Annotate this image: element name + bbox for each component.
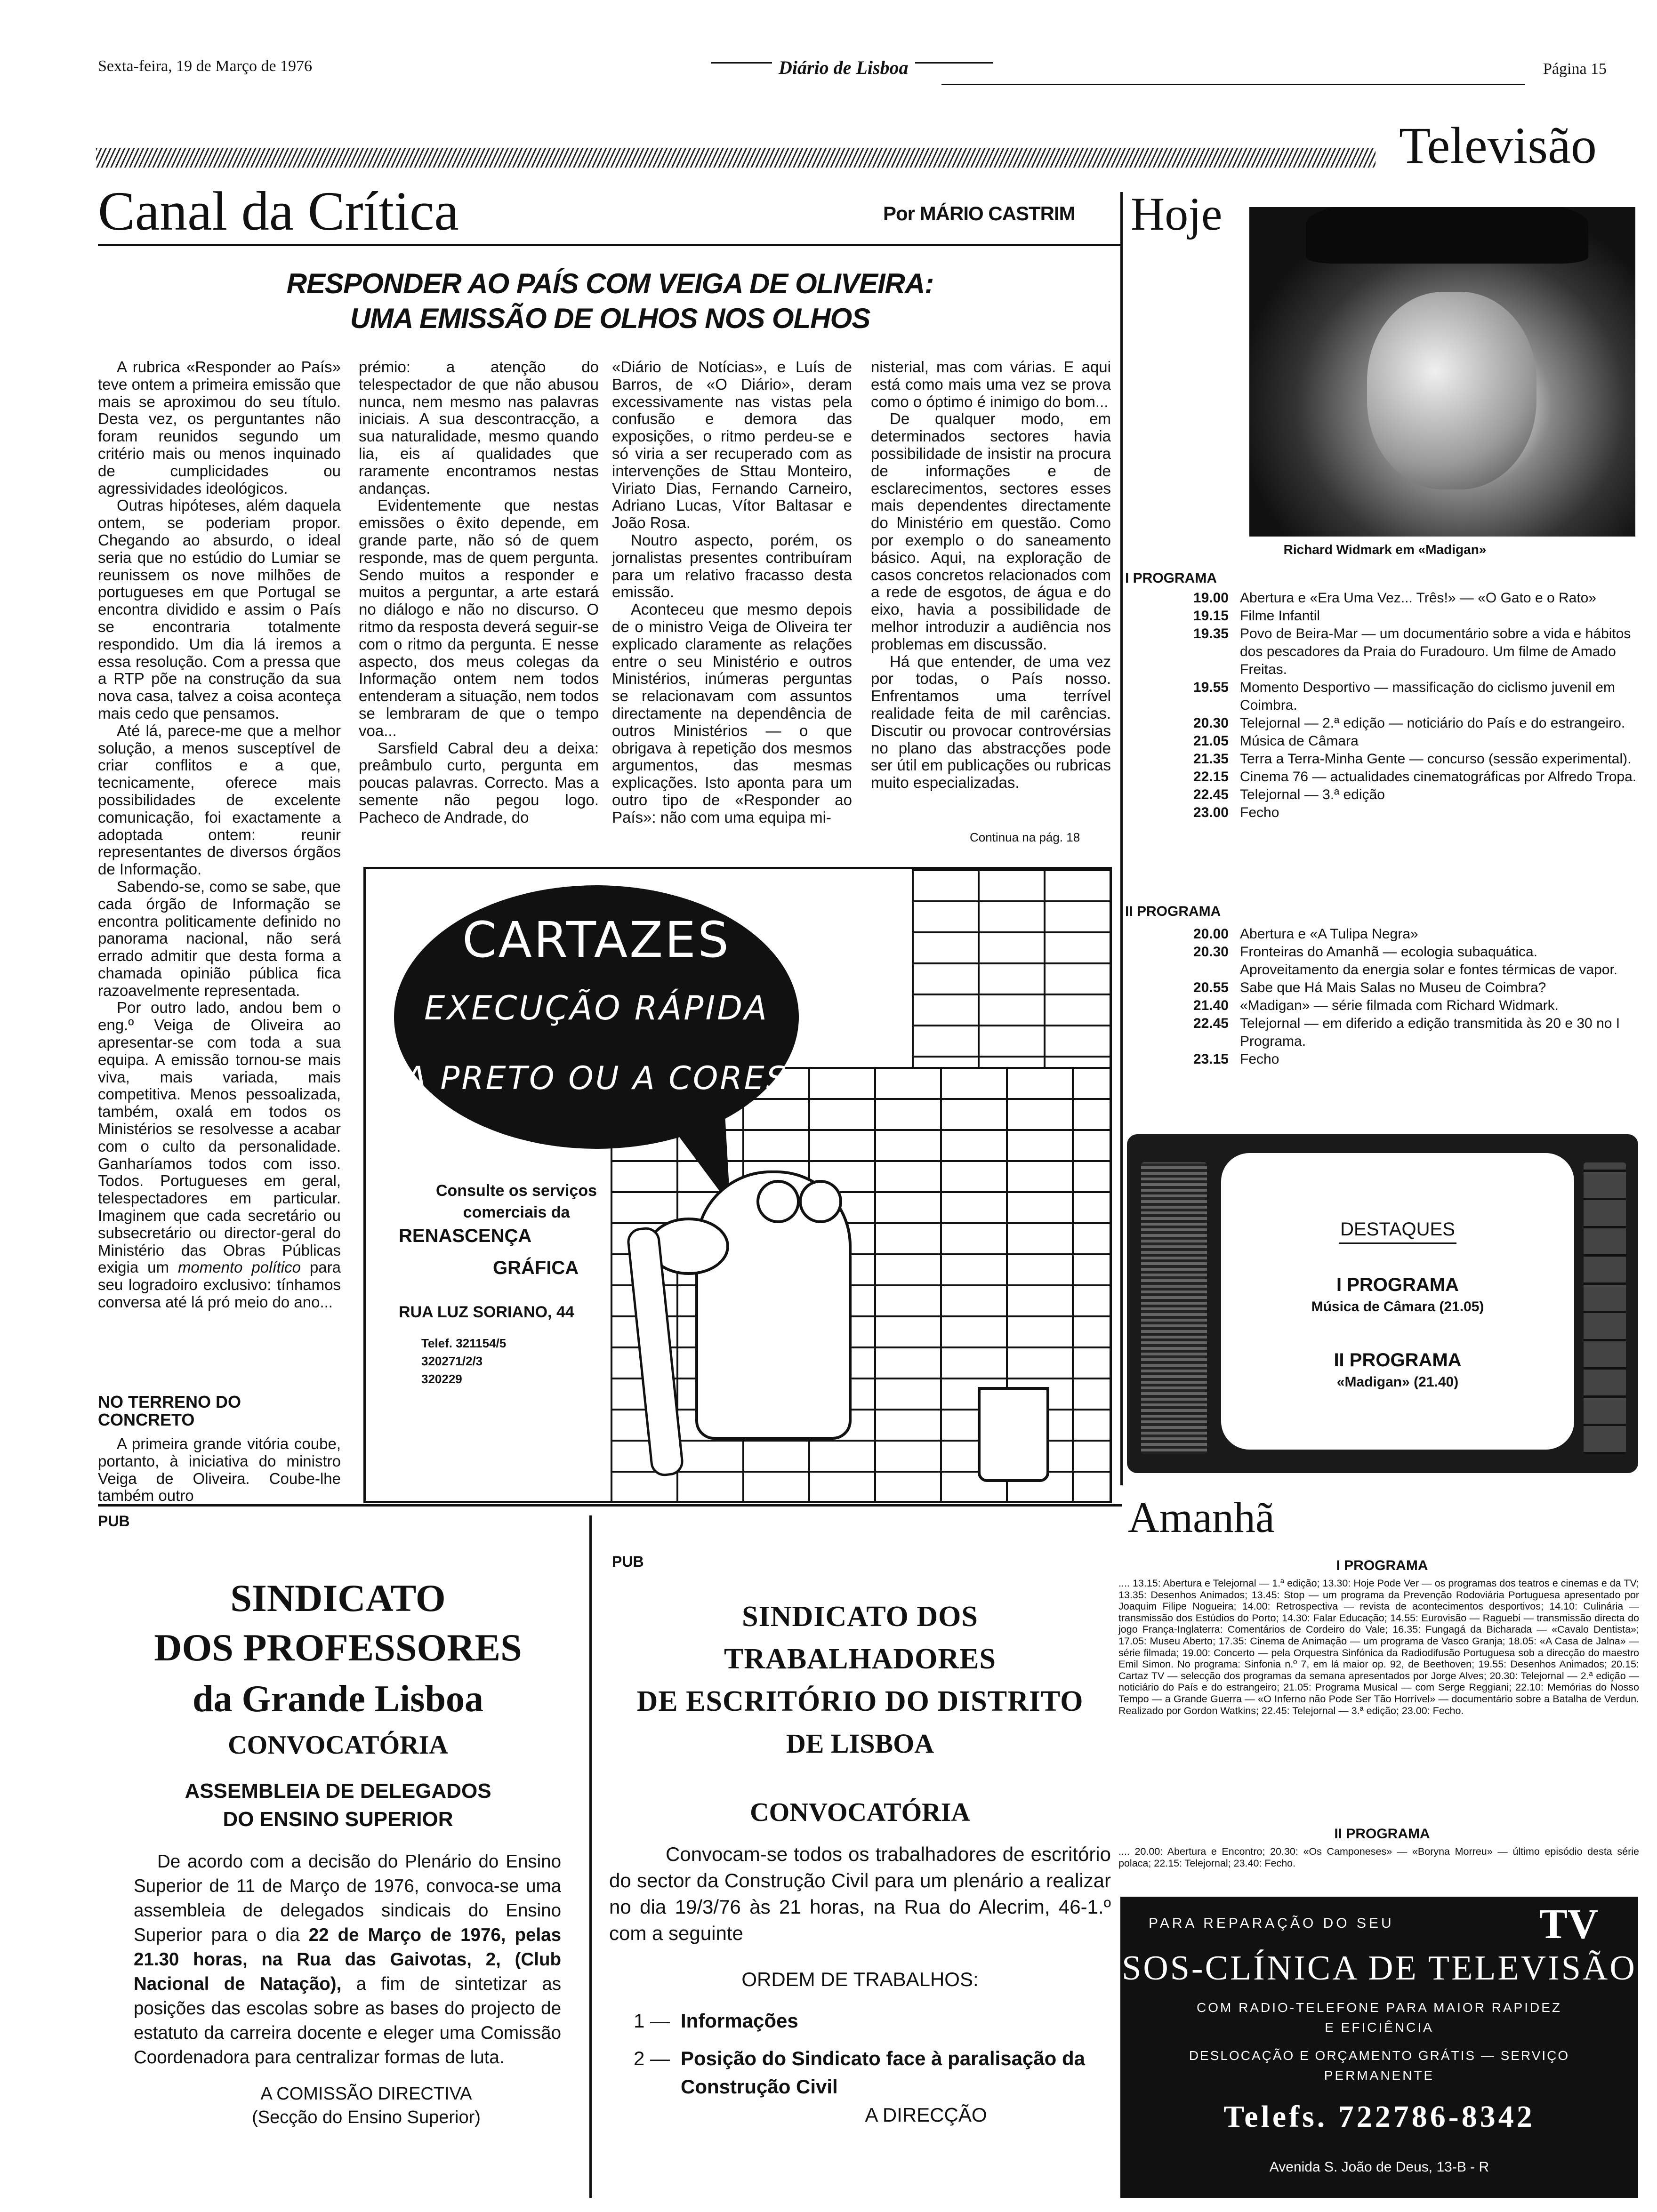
programme-2-title: II PROGRAMA xyxy=(1125,904,1221,919)
schedule-time: 20.00 xyxy=(1193,926,1229,942)
paragraph: «Diário de Notícias», e Luís de Barros, de «O Diário», deram excessivamente nas vistas pela confusão e demora das exposições, o ritmo perdeu-se e só viria a ser recuperado com as intervenções de Sttau Monteiro, Viriato Dias, Fernando Carneiro, Adriano Lucas, Vítor Baltasar e João Rosa. xyxy=(612,358,852,532)
decorative-hatch-band xyxy=(96,148,1375,168)
highlight-item-2: «Madigan» (21.40) xyxy=(1336,1374,1459,1390)
ads-top-rule xyxy=(98,1504,1122,1507)
sos-ad-address: Avenida S. João de Deus, 13-B - R xyxy=(1269,2159,1489,2175)
sos-ad-line: PARA REPARAÇÃO DO SEU xyxy=(1149,1915,1394,1931)
schedule-description: Momento Desportivo — massificação do ciclismo juvenil em Coimbra. xyxy=(1240,680,1615,713)
schedule-row xyxy=(1125,589,1638,607)
tv-screen xyxy=(1221,1153,1574,1450)
schedule-time: 19.35 xyxy=(1193,626,1229,641)
column-title: Canal da Crítica xyxy=(98,180,459,242)
article-headline xyxy=(98,266,1122,336)
face-shape xyxy=(1367,292,1536,489)
schedule-row xyxy=(1125,804,1638,822)
sos-ad-tv: TV xyxy=(1539,1901,1599,1948)
schedule-description: Telejornal — em diferido a edição transmitida às 20 e 30 no I Programa. xyxy=(1240,1016,1620,1049)
ad-convocatoria: CONVOCATÓRIA xyxy=(228,1731,448,1760)
paragraph: prémio: a atenção do telespectador de que não abusou nunca, nem mesmo nas palavras iniciais. A sua descontracção, a sua naturalidade, mesmo quando lia, eis aí qualidades que raramente encontramos nestas andanças. xyxy=(359,358,599,497)
article-column-4 xyxy=(871,359,1111,792)
programme-2-schedule xyxy=(1125,925,1638,1068)
highlight-item-1: Música de Câmara (21.05) xyxy=(1311,1299,1484,1314)
highlight-program-2: II PROGRAMA xyxy=(1334,1350,1462,1370)
tv-today-title: Hoje xyxy=(1131,188,1223,240)
paragraph: Aconteceu que mesmo depois de o ministro Veiga de Oliveira ter explicado claramente as relações entre o seu Ministério e outros Ministérios, inúmeras perguntas se relacionavam com assuntos directamente na dependência de outros Ministérios — o que obrigava à repetição dos mesmos argumentos, das mesmas explicações. Isto aponta para um outro tipo de «Responder ao País»: não com uma equipa mi- xyxy=(612,601,852,826)
cartoon-eye xyxy=(756,1180,800,1223)
paragraph: Sabendo-se, como se sabe, que cada órgão de Informação se encontra politicamente definido no panorama nacional, não será errado admitir que desta forma a chamada opinião pública fica razoavelmente representada. xyxy=(98,877,341,999)
ad-title-line: SINDICATO DOS TRABALHADORES xyxy=(724,1601,996,1675)
schedule-time: 23.15 xyxy=(1193,1051,1229,1067)
sos-ad-line: E EFICIÊNCIA xyxy=(1325,2020,1434,2035)
byline: Por MÁRIO CASTRIM xyxy=(883,202,1075,224)
ad-signature: (Secção do Ensino Superior) xyxy=(252,2108,481,2127)
masthead: Diário de Lisboa xyxy=(772,56,915,79)
issue-date: Sexta-feira, 19 de Março de 1976 xyxy=(98,57,313,75)
tomorrow-programme-2-text: .... 20.00: Abertura e Encontro; 20.30: «Os Camponeses» — «Boryna Morreu» — último episódio desta série polaca; 22.15: Telejornal; 23.40: Fecho. xyxy=(1118,1846,1639,1869)
agenda-item: 1 — Informações xyxy=(634,2010,798,2032)
ad-signature: A DIRECÇÃO xyxy=(865,2104,987,2126)
schedule-row xyxy=(1125,679,1638,714)
richard-widmark-photo xyxy=(1249,207,1635,537)
schedule-time: 21.35 xyxy=(1193,751,1229,767)
article-column-1 xyxy=(98,359,341,1311)
company-address: RUA LUZ SORIANO, 44 xyxy=(399,1303,574,1321)
headline-line-1: RESPONDER AO PAÍS COM VEIGA DE OLIVEIRA: xyxy=(286,268,934,299)
subheading: NO TERRENO DO CONCRETO xyxy=(98,1392,241,1429)
schedule-time: 20.55 xyxy=(1193,980,1229,995)
ad-title-line: da Grande Lisboa xyxy=(193,1678,483,1720)
schedule-row xyxy=(1125,943,1638,979)
schedule-row xyxy=(1125,625,1638,679)
schedule-description: Música de Câmara xyxy=(1240,733,1359,749)
schedule-time: 19.00 xyxy=(1193,590,1229,606)
ad-subheadline: A PRETO OU A CORES xyxy=(404,1060,788,1097)
schedule-time: 22.45 xyxy=(1193,1016,1229,1031)
schedule-time: 20.30 xyxy=(1193,715,1229,731)
highlights-rule xyxy=(1339,1242,1456,1244)
schedule-description: Abertura e «A Tulipa Negra» xyxy=(1240,926,1418,942)
schedule-row xyxy=(1125,768,1638,786)
tv-tomorrow-title: Amanhã xyxy=(1128,1493,1275,1541)
ad-title-line: SINDICATO xyxy=(230,1577,446,1619)
article-column-1-bottom xyxy=(98,1435,341,1505)
schedule-description: Telejornal — 3.ª edição xyxy=(1240,787,1385,802)
headline-line-2: UMA EMISSÃO DE OLHOS NOS OLHOS xyxy=(350,303,870,334)
schedule-description: Terra a Terra-Minha Gente — concurso (sessão experimental). xyxy=(1240,751,1632,767)
paragraph: Evidentemente que nestas emissões o êxito depende, em grande parte, não só de quem responde, mas de quem pergunta. Sendo muitos a responder e muitos a perguntar, a arte estará no diálogo e não no discurso. O ritmo da resposta deverá seguir-se com o ritmo da pergunta. E nesse aspecto, dos meus colegas da Informação ontem nem todos entenderam a situação, nem todos se lembraram de que o tempo voa... xyxy=(359,497,599,739)
sindicato-professores-ad xyxy=(98,1530,578,2129)
schedule-row xyxy=(1125,997,1638,1015)
ad-contact-block xyxy=(399,1180,634,1388)
ad-subheadline: EXECUÇÃO RÁPIDA xyxy=(424,989,769,1027)
highlight-program-1: I PROGRAMA xyxy=(1336,1274,1459,1295)
paragraph: nisterial, mas com várias. E aqui está como mais uma vez se prova como o óptimo é inimigo do bom... xyxy=(871,358,1111,410)
page-number: Página 15 xyxy=(1543,60,1607,78)
sos-ad-phone: Telefs. 722786-8342 xyxy=(1223,2100,1535,2134)
hat-shape xyxy=(1306,207,1588,264)
ad-body: De acordo com a decisão do Plenário do Ensino Superior de 11 de Março de 1976, convoca-se uma assembleia de delegados sindicais do Ensino Superior para o dia 22 de Março de 1976, pelas 21.30 horas, na Rua das Gaivotas, 2, (Club Nacional de Natação), a fim de sintetizar as posições das escolas sobre as bases do projecto de estatuto da carreira docente e eleger uma Comissão Coordenadora para centralizar formas de luta. xyxy=(134,1851,561,2068)
photo-caption: Richard Widmark em «Madigan» xyxy=(1283,542,1487,557)
ad-headline: CARTAZES xyxy=(462,911,731,969)
schedule-time: 19.15 xyxy=(1193,608,1229,624)
schedule-time: 22.45 xyxy=(1193,787,1229,802)
sos-tv-repair-ad xyxy=(1120,1897,1638,2198)
tv-speaker-grille xyxy=(1141,1162,1207,1454)
ad-body: Convocam-se todos os trabalhadores de escritório do sector da Construção Civil para um plenário a realizar no dia 19/3/76 às 21 horas, na Rua do Alecrim, 46-1.º com a seguinte xyxy=(609,1843,1111,1944)
ad-title-line: DE ESCRITÓRIO DO DISTRITO xyxy=(636,1685,1084,1717)
schedule-row xyxy=(1125,925,1638,943)
schedule-description: Sabe que Há Mais Salas no Museu de Coimbra? xyxy=(1240,980,1546,995)
article-column-3 xyxy=(612,359,852,826)
tv-knobs xyxy=(1584,1162,1626,1454)
continuation-note: Continua na pág. 18 xyxy=(970,830,1080,844)
section-title: Televisão xyxy=(1399,117,1597,174)
schedule-row xyxy=(1125,732,1638,750)
paragraph: Por outro lado, andou bem o eng.º Veiga de Oliveira ao apresentar-se com toda a sua equipa. A emissão tornou-se mais viva, mais variada, mais competitiva. Menos pessoalizada, também, oxalá em todos os Ministérios se resolvesse a acabar com o culto da personalidade. Ganharíamos todos com isso. Todos. Portugueses em geral, telespectadores em particular. Imaginem que cada secretário ou subsecretário ou director-geral do Ministério das Obras Públicas exigia um momento político para seu logradoiro exclusivo: tínhamos conversa até lá pró meio do ano... xyxy=(98,999,341,1311)
highlights-title: DESTAQUES xyxy=(1340,1219,1455,1240)
ad-divider xyxy=(589,1515,592,2198)
agenda-item: 2 — Posição do Sindicato face à paralisação da Construção Civil xyxy=(634,2047,1085,2098)
schedule-row xyxy=(1125,979,1638,997)
programme-1-title: I PROGRAMA xyxy=(1125,570,1217,586)
schedule-description: Cinema 76 — actualidades cinematográficas por Alfredo Tropa. xyxy=(1240,769,1637,785)
paragraph: Noutro aspecto, porém, os jornalistas presentes contribuíram para um relativo fracasso desta emissão. xyxy=(612,531,852,601)
sos-ad-line: COM RADIO-TELEFONE PARA MAIOR RAPIDEZ xyxy=(1196,2000,1562,2015)
paint-bucket xyxy=(978,1387,1049,1482)
schedule-description: Abertura e «Era Uma Vez... Três!» — «O Gato e o Rato» xyxy=(1240,590,1597,606)
ad-title-line: DOS PROFESSORES xyxy=(154,1626,522,1669)
schedule-description: «Madigan» — série filmada com Richard Widmark. xyxy=(1240,998,1559,1013)
schedule-description: Fecho xyxy=(1240,1051,1279,1067)
ad-subtitle: DO ENSINO SUPERIOR xyxy=(223,1808,453,1831)
company-name: GRÁFICA xyxy=(493,1258,579,1278)
tv-set-illustration xyxy=(1127,1134,1638,1473)
schedule-description: Fecho xyxy=(1240,805,1279,820)
schedule-row xyxy=(1125,1050,1638,1068)
paragraph: A rubrica «Responder ao País» teve ontem a primeira emissão que mais se aproximou do seu título. Desta vez, os perguntantes não foram reunidos segundo um critério mais ou menos inquinado de cumplicidades ou agressividades ideológicos. xyxy=(98,358,341,497)
cartoon-eye xyxy=(799,1180,842,1223)
pub-label: PUB xyxy=(612,1553,644,1570)
sindicato-escritorio-ad xyxy=(603,1595,1117,2129)
schedule-time: 23.00 xyxy=(1193,805,1229,820)
schedule-row xyxy=(1125,786,1638,804)
schedule-row xyxy=(1125,607,1638,625)
programme-1-schedule xyxy=(1125,589,1638,822)
schedule-description: Povo de Beira-Mar — um documentário sobre a vida e hábitos dos pescadores da Praia do Furadouro. Um filme de Amado Freitas. xyxy=(1240,626,1631,677)
column-divider xyxy=(1120,192,1123,1485)
ad-signature: A COMISSÃO DIRECTIVA xyxy=(260,2084,472,2104)
header-rule-right xyxy=(941,84,1525,85)
company-name: RENASCENÇA xyxy=(399,1226,532,1246)
ad-agenda-title: ORDEM DE TRABALHOS: xyxy=(741,1968,979,1990)
schedule-time: 22.15 xyxy=(1193,769,1229,785)
paragraph: Há que entender, de uma vez por todas, o País nosso. Enfrentamos uma terrível realidade feita de mil carências. Discutir ou provocar controvérsias no plano das abstracções pode ser útil em publicações ou rubricas muito especializadas. xyxy=(871,652,1111,792)
title-rule xyxy=(98,244,1122,246)
pub-label: PUB xyxy=(98,1513,130,1530)
tomorrow-programme-1-text: .... 13.15: Abertura e Telejornal — 1.ª edição; 13.30: Hoje Pode Ver — os programas dos teatros e cinemas e da TV; 13.35: Desenhos Animados; 13.45: Stop — um programa da Prevenção Rodoviária Portuguesa apresentado por Joaquim Filipe Nogueira; 14.00: Retrospectiva — revista de acontecimentos desportivos; 14.10: Culinária — transmissão dos Estúdios do Porto; 14.30: Falar Educação; 14.55: Eurovisão — Raguebi — transmissão directa do jogo França-Inglaterra: Comentários de Cordeiro do Vale; 16.35: Fungagá da Bicharada — «Cavalo Dentista»; 17.05: Museu Aberto; 17.35: Cinema de Animação — um programa de Vasco Granja; 18.05: «A Casa de Jalna» — série filmada; 19.00: Concerto — pela Orquestra Sinfónica da Radiodifusão Portuguesa sob a direcção do maestro Emil Simon. No programa: Sinfonia n.º 7, em lá maior op. 92, de Beethoven; 19.55: Desenhos Animados; 20.15: Cartaz TV — selecção dos programas da semana apresentados por Jorge Alves; 20.30: Telejornal — 2.ª edição — noticiário do País e do estrangeiro; 21.05: Programa Musical — com Serge Reggiani; 22.10: Memórias do Nosso Tempo — a Grande Guerra — «O Inferno não Pode Ser Tão Horrível» — documentário sobre a Batalha de Verdun. Realizado por Gordon Watkins; 22.45: Telejornal — 3.ª edição; 23.00: Fecho. xyxy=(1118,1578,1639,1716)
schedule-description: Telejornal — 2.ª edição — noticiário do País e do estrangeiro. xyxy=(1240,715,1625,731)
schedule-time: 21.40 xyxy=(1193,998,1229,1013)
article-column-2 xyxy=(359,359,599,826)
schedule-description: Fronteiras do Amanhã — ecologia subaquática. Aproveitamento da energia solar e fontes térmicas de vapor. xyxy=(1240,944,1618,978)
paragraph: Outras hipóteses, além daquela ontem, se poderiam propor. Chegando ao absurdo, o ideal seria que no estúdio do Lumiar se reunissem os nove milhões de portugueses em que Portugal se encontra dividido e assim o País se encontraria totalmente respondido. Um dia lá iremos a essa resolução. Com a pressa que a RTP põe na construção da sua nova casa, talvez a coisa aconteça mais cedo que pensamos. xyxy=(98,497,341,722)
ad-text: Consulte os serviços xyxy=(435,1182,597,1200)
schedule-time: 20.30 xyxy=(1193,944,1229,960)
paragraph: Sarsfield Cabral deu a deixa: preâmbulo curto, pergunta em poucas palavras. Correcto. Mas a semente não pegou logo. Pacheco de Andrade, do xyxy=(359,739,599,826)
schedule-description: Filme Infantil xyxy=(1240,608,1320,624)
tomorrow-programme-2-title: II PROGRAMA xyxy=(1334,1826,1430,1842)
schedule-time: 19.55 xyxy=(1193,680,1229,695)
cartazes-ad xyxy=(363,867,1112,1503)
tomorrow-programme-1-title: I PROGRAMA xyxy=(1336,1558,1428,1573)
ad-convocatoria: CONVOCATÓRIA xyxy=(750,1798,970,1827)
schedule-time: 21.05 xyxy=(1193,733,1229,749)
schedule-row xyxy=(1125,714,1638,732)
paragraph: De qualquer modo, em determinados sectores havia possibilidade de insistir na procura de informações e de esclarecimentos, sectores esses mais dependentes directamente do Ministério em questão. Como por exemplo o do saneamento básico. Aqui, na exploração de casos concretos relacionados com a rede de esgotos, de água e do eixo, havia a possibilidade de melhor introduzir a audiência nos problemas em discussão. xyxy=(871,410,1111,653)
sos-ad-line: PERMANENTE xyxy=(1324,2068,1435,2083)
sos-ad-line: DESLOCAÇÃO E ORÇAMENTO GRÁTIS — SERVIÇO xyxy=(1189,2048,1570,2063)
schedule-row xyxy=(1125,1015,1638,1050)
sos-ad-name: SOS-CLÍNICA DE TELEVISÃO xyxy=(1122,1949,1637,1988)
schedule-row xyxy=(1125,750,1638,768)
company-phones: Telef. 321154/5 320271/2/3 320229 xyxy=(421,1336,507,1386)
paragraph: Até lá, parece-me que a melhor solução, a menos susceptível de criar conflitos e a que, tecnicamente, oferece mais possibilidades de excelente comunicação, foi exactamente a adoptada ontem: reunir representantes de diversos órgãos de Informação. xyxy=(98,721,341,878)
ad-text: comerciais da xyxy=(463,1203,570,1221)
ad-subtitle: ASSEMBLEIA DE DELEGADOS xyxy=(185,1779,491,1803)
paragraph: A primeira grande vitória coube, portanto, à iniciativa do ministro Veiga de Oliveira. Coube-lhe também outro xyxy=(98,1435,341,1505)
ad-title-line: DE LISBOA xyxy=(786,1728,934,1759)
